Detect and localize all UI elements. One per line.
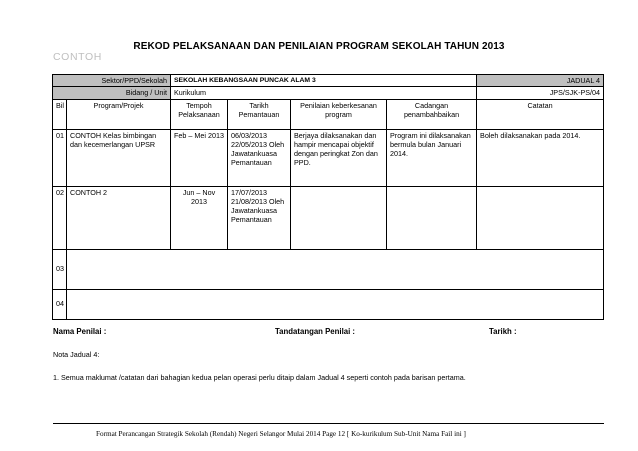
row-catatan <box>477 186 604 249</box>
row-penilaian <box>291 186 387 249</box>
table-row <box>53 186 604 249</box>
row-empty <box>67 289 604 319</box>
row-tarikh: 06/03/2013 22/05/2013 Oleh Jawatankuasa Pemantauan <box>228 129 291 186</box>
header-tarikh: Tarikh Pemantauan <box>228 99 291 129</box>
row-bil: 02 <box>53 186 67 249</box>
program-record-table <box>52 74 604 320</box>
header-program: Program/Projek <box>67 99 171 129</box>
row-penilaian: Berjaya dilaksanakan dan hampir mencapai objektif dengan peringkat Zon dan PPD. <box>291 129 387 186</box>
watermark-text: CONTOH <box>53 51 102 63</box>
header-cadangan: Cadangan penambahbaikan <box>387 99 477 129</box>
row-program: CONTOH Kelas bimbingan dan kecemerlangan UPSR <box>67 129 171 186</box>
document-title: REKOD PELAKSANAAN DAN PENILAIAN PROGRAM SEKOLAH TAHUN 2013 <box>133 41 505 52</box>
row-catatan: Boleh dilaksanakan pada 2014. <box>477 129 604 186</box>
row-bil: 01 <box>53 129 67 186</box>
table-header-row <box>53 99 604 129</box>
table-row <box>53 249 604 289</box>
nama-penilai-label: Nama Penilai : <box>53 327 107 336</box>
nota-item: 1. Semua maklumat /catatan dari bahagian kedua pelan operasi perlu ditaip dalam Jadual 4 seperti contoh pada barisan pertama. <box>53 373 466 382</box>
jadual-label: JADUAL 4 <box>477 75 604 87</box>
row-bil: 03 <box>53 249 67 289</box>
row-tempoh: Feb – Mei 2013 <box>171 129 228 186</box>
row-cadangan <box>387 186 477 249</box>
header-bil: Bil <box>53 99 67 129</box>
nota-title: Nota Jadual 4: <box>53 350 100 359</box>
info-row-bidang <box>53 87 604 99</box>
tarikh-label: Tarikh : <box>489 327 517 336</box>
bidang-value: Kurikulum <box>171 87 477 99</box>
row-empty <box>67 249 604 289</box>
info-row-sektor <box>53 75 604 87</box>
row-tempoh: Jun – Nov 2013 <box>171 186 228 249</box>
form-code: JPS/SJK-PS/04 <box>477 87 604 99</box>
header-tempoh: Tempoh Pelaksanaan <box>171 99 228 129</box>
table-row <box>53 289 604 319</box>
tandatangan-label: Tandatangan Penilai : <box>275 327 356 336</box>
sektor-label: Sektor/PPD/Sekolah <box>53 75 171 87</box>
bidang-label: Bidang / Unit <box>53 87 171 99</box>
row-tarikh: 17/07/2013 21/08/2013 Oleh Jawatankuasa Pemantauan <box>228 186 291 249</box>
header-catatan: Catatan <box>477 99 604 129</box>
footer-text: Format Perancangan Strategik Sekolah (Rendah) Negeri Selangor Mulai 2014 Page 12 [ Ko-kurikulum Sub-Unit Nama Fail ini ] <box>96 430 466 438</box>
footer-divider <box>53 423 604 424</box>
sektor-value: SEKOLAH KEBANGSAAN PUNCAK ALAM 3 <box>171 75 477 87</box>
row-bil: 04 <box>53 289 67 319</box>
header-penilaian: Penilaian keberkesanan program <box>291 99 387 129</box>
row-cadangan: Program ini dilaksanakan bermula bulan Januari 2014. <box>387 129 477 186</box>
row-program: CONTOH 2 <box>67 186 171 249</box>
table-row <box>53 129 604 186</box>
